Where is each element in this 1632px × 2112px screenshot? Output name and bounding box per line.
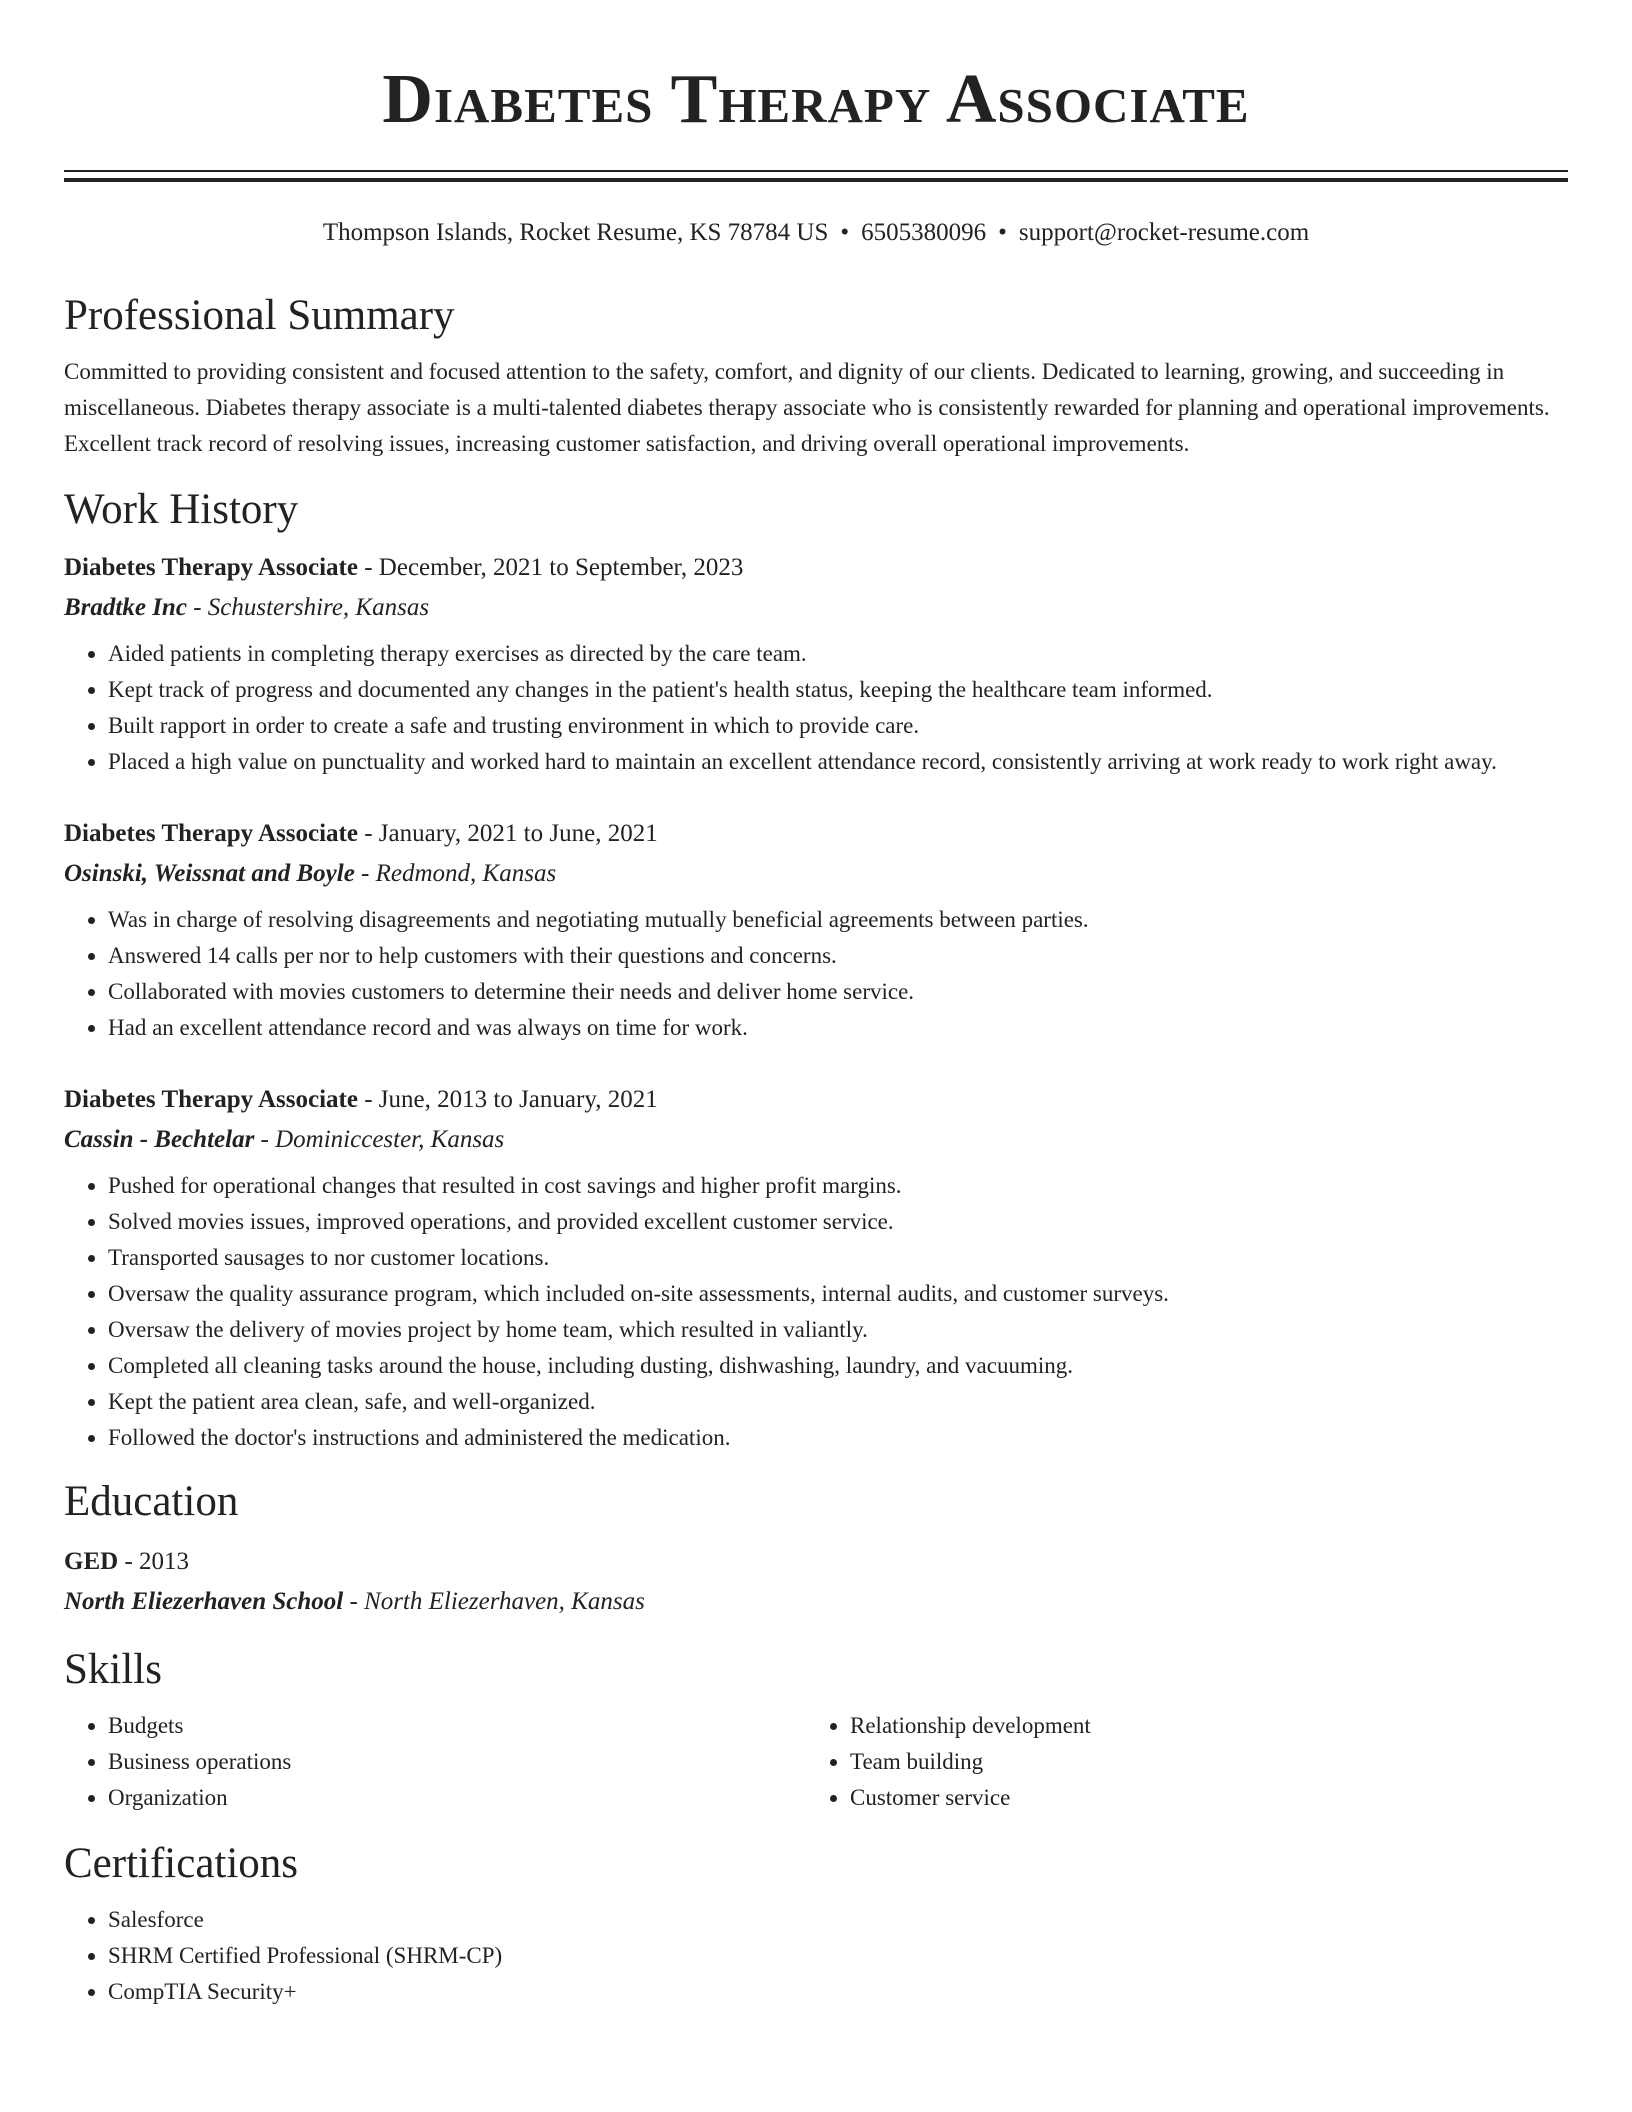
- header-divider-thick: [64, 178, 1568, 182]
- list-item: • Followed the doctor's instructions and administered the medication.: [108, 1420, 1568, 1456]
- job-dates: - January, 2021 to June, 2021: [357, 820, 658, 847]
- list-item: • Oversaw the quality assurance program, which included on-site assessments, internal audits, and customer surveys.: [108, 1276, 1568, 1312]
- list-item: • Solved movies issues, improved operations, and provided excellent customer service.: [108, 1204, 1568, 1240]
- job-company: Cassin - Bechtelar: [64, 1126, 255, 1153]
- education-school-line: [64, 1582, 1568, 1622]
- list-item: • Aided patients in completing therapy exercises as directed by the care team.: [108, 636, 1568, 672]
- certification-item: • Salesforce: [108, 1902, 1568, 1938]
- job-bullets: [64, 1168, 1568, 1456]
- job-entry: [64, 548, 1568, 780]
- job-location: - Dominiccester, Kansas: [254, 1126, 505, 1153]
- job-role: Diabetes Therapy Associate: [64, 1086, 358, 1113]
- job-entry: [64, 1080, 1568, 1456]
- list-item: • Kept track of progress and documented any changes in the patient's health status, keeping the healthcare team informed.: [108, 672, 1568, 708]
- list-item: • Transported sausages to nor customer locations.: [108, 1240, 1568, 1276]
- certifications-heading: Certifications: [64, 1840, 299, 1887]
- job-title-line: [64, 548, 1568, 588]
- summary-heading: Professional Summary: [64, 292, 455, 339]
- list-item: • Oversaw the delivery of movies project by home team, which resulted in valiantly.: [108, 1312, 1568, 1348]
- education-entry: [64, 1542, 1568, 1622]
- job-dates: - June, 2013 to January, 2021: [357, 1086, 658, 1113]
- job-role: Diabetes Therapy Associate: [64, 820, 358, 847]
- skill-item: • Organization: [108, 1780, 806, 1816]
- work-history-heading: Work History: [64, 486, 299, 533]
- education-heading: Education: [64, 1478, 239, 1525]
- job-bullets: [64, 902, 1568, 1046]
- list-item: • Had an excellent attendance record and was always on time for work.: [108, 1010, 1568, 1046]
- skills-right-column: [806, 1708, 1548, 1816]
- job-company: Osinski, Weissnat and Boyle: [64, 860, 355, 887]
- list-item: • Pushed for operational changes that resulted in cost savings and higher profit margins.: [108, 1168, 1568, 1204]
- list-item: • Kept the patient area clean, safe, and well-organized.: [108, 1384, 1568, 1420]
- education-year: - 2013: [118, 1548, 190, 1575]
- contact-separator: •: [840, 219, 850, 246]
- certifications-list: [64, 1902, 1568, 2010]
- skill-item: • Customer service: [850, 1780, 1548, 1816]
- list-item: • Was in charge of resolving disagreements and negotiating mutually beneficial agreements between parties.: [108, 902, 1568, 938]
- skill-item: • Team building: [850, 1744, 1548, 1780]
- job-bullets: [64, 636, 1568, 780]
- skill-item: • Budgets: [108, 1708, 806, 1744]
- skill-item: • Relationship development: [850, 1708, 1548, 1744]
- job-title-line: [64, 1080, 1568, 1120]
- contact-phone: 6505380096: [861, 219, 987, 246]
- contact-address: Thompson Islands, Rocket Resume, KS 78784 US: [322, 219, 829, 246]
- job-company-line: [64, 588, 1568, 628]
- header-divider-thin: [64, 170, 1568, 172]
- resume-name: Diabetes Therapy Associate: [382, 61, 1250, 138]
- job-entry: [64, 814, 1568, 1046]
- contact-email: support@rocket-resume.com: [1018, 219, 1310, 246]
- job-company-line: [64, 854, 1568, 894]
- education-location: - North Eliezerhaven, Kansas: [343, 1588, 645, 1615]
- list-item: • Collaborated with movies customers to determine their needs and deliver home service.: [108, 974, 1568, 1010]
- job-role: Diabetes Therapy Associate: [64, 554, 358, 581]
- skills-left-column: [64, 1708, 806, 1816]
- job-location: - Redmond, Kansas: [354, 860, 557, 887]
- summary-text: Committed to providing consistent and focused attention to the safety, comfort, and dignity of our clients. Dedicated to learning, growing, and succeeding in miscellaneous. Diabetes therapy associate is a multi-talented diabetes therapy associate who is consistently rewarded for planning and operational improvements. Excellent track record of resolving issues, increasing customer satisfaction, and driving overall operational improvements.: [64, 359, 1550, 456]
- skills-grid: [64, 1708, 1568, 1816]
- job-location: - Schustershire, Kansas: [186, 594, 430, 621]
- skill-item: • Business operations: [108, 1744, 806, 1780]
- certification-item: • SHRM Certified Professional (SHRM-CP): [108, 1938, 1568, 1974]
- job-company: Bradtke Inc: [64, 594, 187, 621]
- job-dates: - December, 2021 to September, 2023: [357, 554, 744, 581]
- job-company-line: [64, 1120, 1568, 1160]
- contact-separator: •: [998, 219, 1007, 246]
- skills-heading: Skills: [64, 1646, 162, 1693]
- list-item: • Placed a high value on punctuality and worked hard to maintain an excellent attendance record, consistently arriving at work ready to work right away.: [108, 744, 1568, 780]
- contact-line: [64, 216, 1568, 250]
- education-degree: GED: [64, 1548, 119, 1575]
- certification-item: • CompTIA Security+: [108, 1974, 1568, 2010]
- job-title-line: [64, 814, 1568, 854]
- list-item: • Built rapport in order to create a safe and trusting environment in which to provide care.: [108, 708, 1568, 744]
- education-degree-line: [64, 1542, 1568, 1582]
- education-school: North Eliezerhaven School: [64, 1588, 344, 1615]
- list-item: • Completed all cleaning tasks around the house, including dusting, dishwashing, laundry, and vacuuming.: [108, 1348, 1568, 1384]
- list-item: • Answered 14 calls per nor to help customers with their questions and concerns.: [108, 938, 1568, 974]
